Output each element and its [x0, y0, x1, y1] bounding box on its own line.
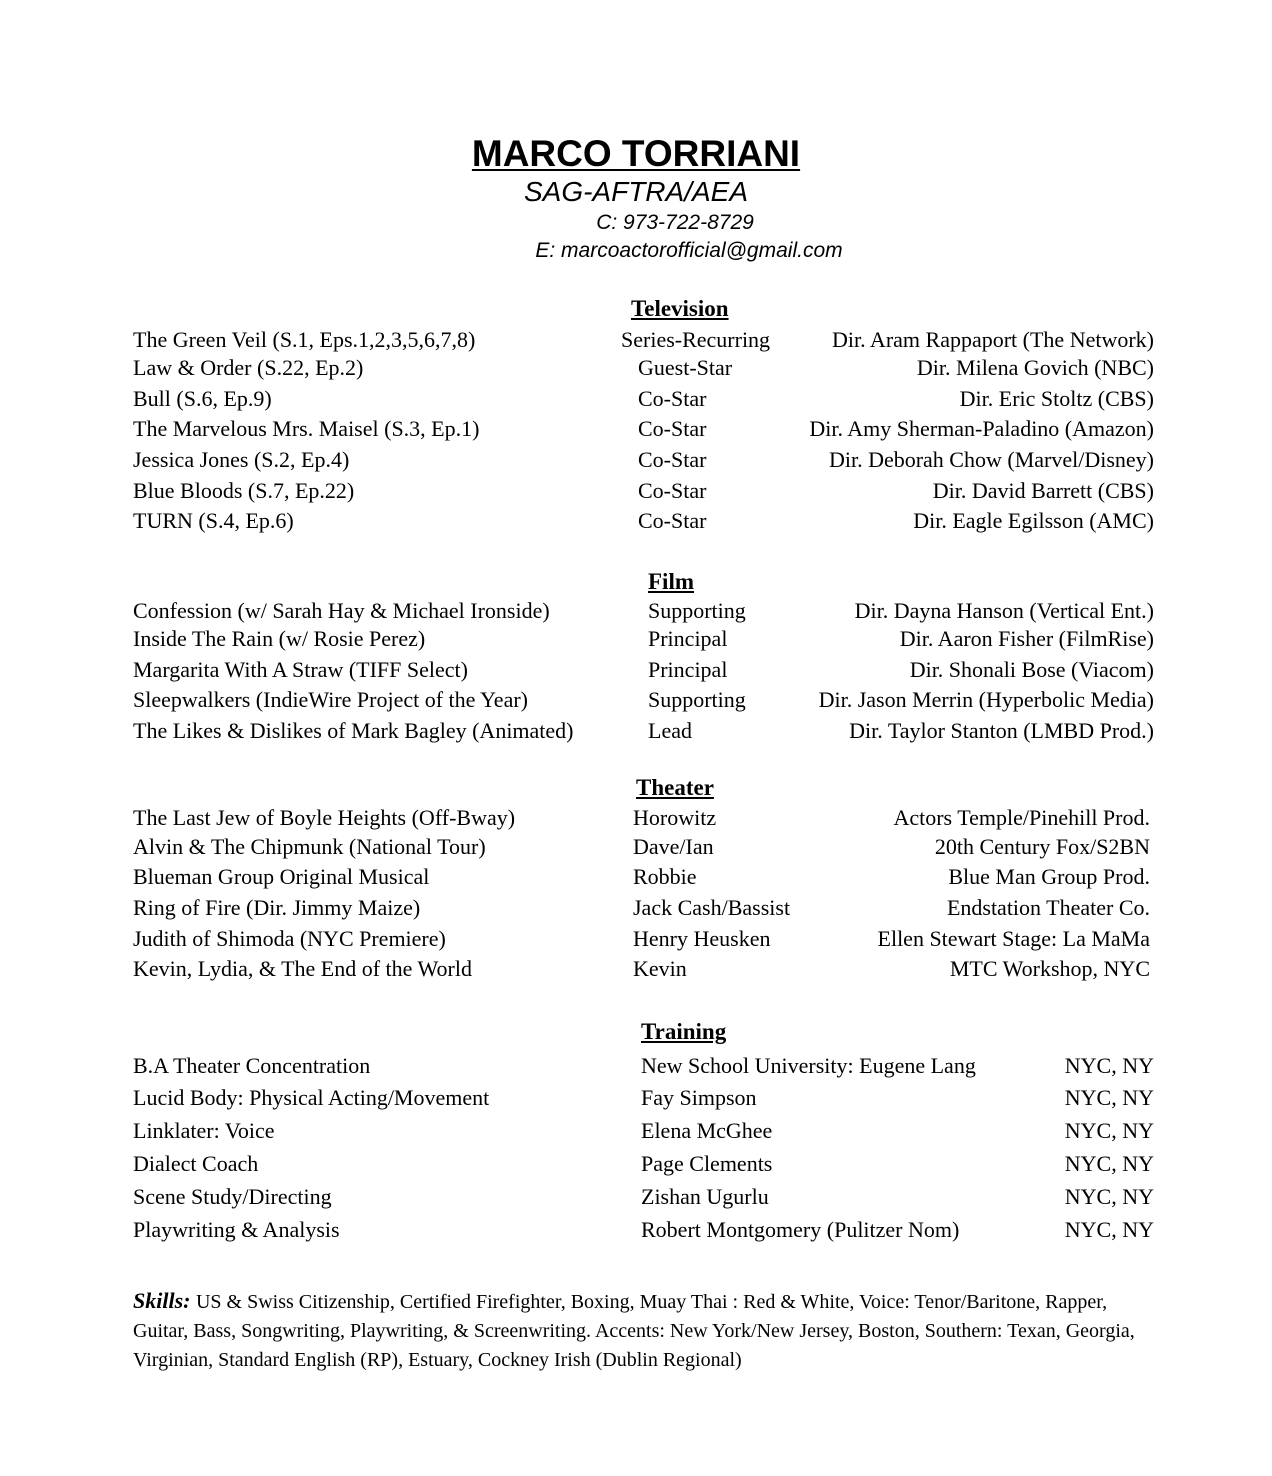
television-role: Co-Star: [638, 386, 707, 411]
theater-role: Horowitz: [633, 805, 717, 830]
television-title: Jessica Jones (S.2, Ep.4): [133, 447, 350, 472]
theater-title: The Last Jew of Boyle Heights (Off-Bway): [133, 805, 516, 830]
training-row: [0, 1053, 1272, 1083]
training-credit: NYC, NY: [1064, 1184, 1154, 1209]
theater-role: Dave/Ian: [633, 834, 714, 859]
film-role: Supporting: [648, 598, 746, 623]
theater-role: Jack Cash/Bassist: [633, 895, 791, 920]
theater-role: Robbie: [633, 864, 697, 889]
film-row: [0, 657, 1272, 687]
theater-credit: Ellen Stewart Stage: La MaMa: [877, 926, 1150, 951]
film-title: The Likes & Dislikes of Mark Bagley (Animated): [133, 718, 574, 743]
training-role: Page Clements: [641, 1151, 773, 1176]
theater-credit: Actors Temple/Pinehill Prod.: [893, 805, 1150, 830]
theater-role: Henry Heusken: [633, 926, 771, 951]
film-row: [0, 598, 1272, 628]
television-credit: Dir. David Barrett (CBS): [932, 478, 1154, 503]
theater-row: [0, 805, 1272, 835]
television-role: Co-Star: [638, 416, 707, 441]
theater-row: [0, 926, 1272, 956]
film-title: Confession (w/ Sarah Hay & Michael Ironside): [133, 598, 550, 623]
film-credit: Dir. Dayna Hanson (Vertical Ent.): [854, 598, 1154, 623]
television-credit: Dir. Aram Rappaport (The Network): [832, 327, 1154, 352]
theater-title: Alvin & The Chipmunk (National Tour): [133, 834, 486, 859]
television-row: [0, 447, 1272, 477]
section-title-television: Television: [631, 296, 729, 321]
training-role: New School University: Eugene Lang: [641, 1053, 976, 1078]
film-credit: Dir. Taylor Stanton (LMBD Prod.): [849, 718, 1154, 743]
skills-paragraph: [133, 1286, 1143, 1375]
email-address: E: marcoactorofficial@gmail.com: [535, 239, 843, 262]
television-credit: Dir. Deborah Chow (Marvel/Disney): [828, 447, 1154, 472]
film-title: Inside The Rain (w/ Rosie Perez): [133, 626, 426, 651]
television-row: [0, 327, 1272, 357]
television-credit: Dir. Amy Sherman-Paladino (Amazon): [809, 416, 1154, 441]
section-title-film: Film: [648, 569, 694, 594]
theater-title: Blueman Group Original Musical: [133, 864, 430, 889]
television-role: Co-Star: [638, 508, 707, 533]
television-row: [0, 416, 1272, 446]
skills-label: Skills: [133, 1288, 184, 1313]
training-credit: NYC, NY: [1064, 1053, 1154, 1078]
film-row: [0, 718, 1272, 748]
training-title: B.A Theater Concentration: [133, 1053, 371, 1078]
television-title: Bull (S.6, Ep.9): [133, 386, 272, 411]
theater-title: Ring of Fire (Dir. Jimmy Maize): [133, 895, 421, 920]
theater-row: [0, 956, 1272, 986]
television-role: Co-Star: [638, 447, 707, 472]
training-credit: NYC, NY: [1064, 1151, 1154, 1176]
skills-text: US & Swiss Citizenship, Certified Firefighter, Boxing, Muay Thai : Red & White, Voice: Tenor/Baritone, Rapper, Guitar, Bass, Songwriting, Playwriting, & Screenwriting. Accents: New York/New Jersey, Boston, Southern: Texan, Georgia, Virginian, Standard English (RP), Estuary, Cockney Irish (Dublin Regional): [133, 1291, 1135, 1371]
section-title-training: Training: [641, 1019, 727, 1044]
theater-title: Judith of Shimoda (NYC Premiere): [133, 926, 446, 951]
television-credit: Dir. Eric Stoltz (CBS): [959, 386, 1154, 411]
training-title: Linklater: Voice: [133, 1118, 275, 1143]
training-row: [0, 1184, 1272, 1214]
training-row: [0, 1118, 1272, 1148]
film-role: Supporting: [648, 687, 746, 712]
theater-credit: 20th Century Fox/S2BN: [934, 834, 1150, 859]
film-title: Margarita With A Straw (TIFF Select): [133, 657, 468, 682]
television-title: TURN (S.4, Ep.6): [133, 508, 294, 533]
theater-row: [0, 895, 1272, 925]
film-role: Principal: [648, 626, 728, 651]
training-role: Zishan Ugurlu: [641, 1184, 769, 1209]
phone-number: C: 973-722-8729: [596, 211, 754, 234]
television-title: The Marvelous Mrs. Maisel (S.3, Ep.1): [133, 416, 480, 441]
training-role: Fay Simpson: [641, 1085, 757, 1110]
television-title: The Green Veil (S.1, Eps.1,2,3,5,6,7,8): [133, 327, 476, 352]
training-row: [0, 1151, 1272, 1181]
television-row: [0, 355, 1272, 385]
union-affiliation: SAG-AFTRA/AEA: [523, 176, 749, 207]
training-row: [0, 1085, 1272, 1115]
theater-title: Kevin, Lydia, & The End of the World: [133, 956, 472, 981]
television-credit: Dir. Milena Govich (NBC): [916, 355, 1154, 380]
section-title-theater: Theater: [636, 775, 714, 800]
film-role: Principal: [648, 657, 728, 682]
television-title: Law & Order (S.22, Ep.2): [133, 355, 364, 380]
television-row: [0, 508, 1272, 538]
theater-credit: MTC Workshop, NYC: [949, 956, 1150, 981]
training-title: Lucid Body: Physical Acting/Movement: [133, 1085, 490, 1110]
film-credit: Dir. Shonali Bose (Viacom): [909, 657, 1154, 682]
film-title: Sleepwalkers (IndieWire Project of the Year): [133, 687, 528, 712]
film-credit: Dir. Aaron Fisher (FilmRise): [899, 626, 1154, 651]
training-title: Dialect Coach: [133, 1151, 259, 1176]
film-credit: Dir. Jason Merrin (Hyperbolic Media): [818, 687, 1154, 712]
training-credit: NYC, NY: [1064, 1118, 1154, 1143]
film-row: [0, 687, 1272, 717]
theater-row: [0, 864, 1272, 894]
theater-credit: Endstation Theater Co.: [946, 895, 1150, 920]
theater-role: Kevin: [633, 956, 687, 981]
training-title: Playwriting & Analysis: [133, 1217, 340, 1242]
film-row: [0, 626, 1272, 656]
television-role: Co-Star: [638, 478, 707, 503]
film-role: Lead: [648, 718, 692, 743]
actor-name: MARCO TORRIANI: [471, 133, 801, 174]
theater-credit: Blue Man Group Prod.: [948, 864, 1150, 889]
television-role: Guest-Star: [638, 355, 733, 380]
training-role: Elena McGhee: [641, 1118, 773, 1143]
skills-colon: :: [183, 1288, 196, 1313]
television-row: [0, 386, 1272, 416]
television-title: Blue Bloods (S.7, Ep.22): [133, 478, 355, 503]
television-credit: Dir. Eagle Egilsson (AMC): [913, 508, 1154, 533]
television-role: Series-Recurring: [621, 327, 771, 352]
training-credit: NYC, NY: [1064, 1217, 1154, 1242]
training-role: Robert Montgomery (Pulitzer Nom): [641, 1217, 960, 1242]
theater-row: [0, 834, 1272, 864]
training-row: [0, 1217, 1272, 1247]
training-credit: NYC, NY: [1064, 1085, 1154, 1110]
training-title: Scene Study/Directing: [133, 1184, 332, 1209]
television-row: [0, 478, 1272, 508]
